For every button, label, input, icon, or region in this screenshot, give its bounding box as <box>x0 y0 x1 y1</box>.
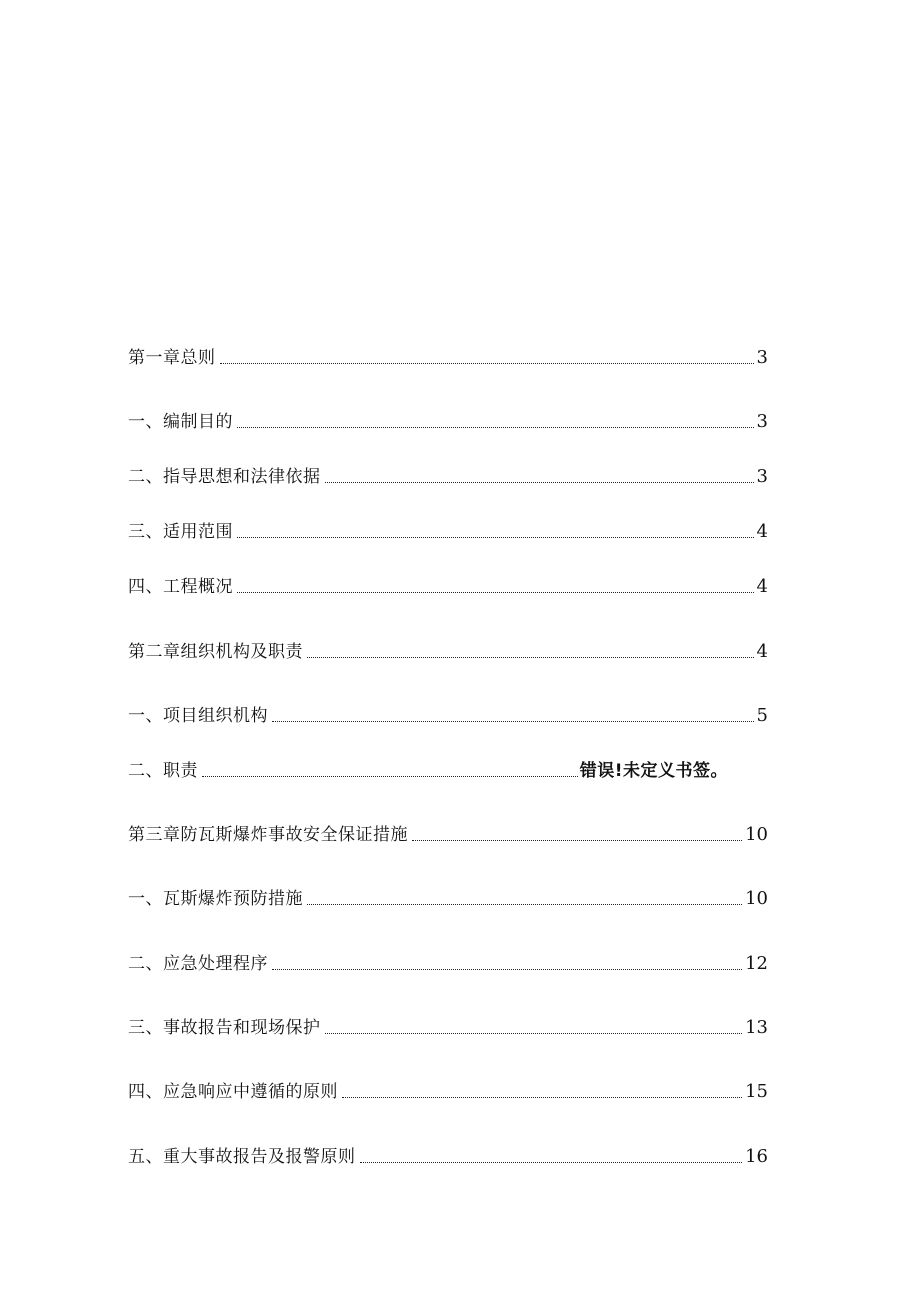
toc-entry-page: 16 <box>745 1146 768 1167</box>
toc-entry-page: 4 <box>756 521 768 542</box>
toc-entry-chapter-2[interactable] <box>128 636 768 664</box>
toc-bookmark-error: 错误!未定义书签。 <box>579 761 728 781</box>
toc-entry-title: 三、适用范围 <box>128 522 233 542</box>
toc-entry-page: 4 <box>756 576 768 597</box>
toc-entry-emergency-procedure[interactable] <box>128 948 768 976</box>
toc-leader-dots <box>307 903 742 905</box>
toc-entry-scope[interactable] <box>128 516 768 544</box>
toc-entry-page: 5 <box>756 705 768 726</box>
toc-leader-dots <box>237 426 754 428</box>
toc-leader-dots <box>237 591 754 593</box>
toc-entry-title: 二、指导思想和法律依据 <box>128 467 321 487</box>
toc-entry-chapter-3[interactable] <box>128 819 768 847</box>
toc-entry-page: 10 <box>745 888 768 909</box>
toc-entry-title: 四、应急响应中遵循的原则 <box>128 1082 338 1102</box>
toc-entry-major-accident-report[interactable] <box>128 1141 768 1169</box>
toc-entry-title: 第二章组织机构及职责 <box>128 642 303 662</box>
toc-entry-page: 12 <box>745 953 768 974</box>
toc-entry-page: 4 <box>756 641 768 662</box>
toc-leader-dots <box>272 968 742 970</box>
toc-leader-dots <box>220 362 754 364</box>
toc-leader-dots <box>272 720 754 722</box>
toc-entry-title: 一、编制目的 <box>128 412 233 432</box>
toc-entry-guiding-basis[interactable] <box>128 461 768 489</box>
toc-entry-title: 四、工程概况 <box>128 577 233 597</box>
toc-leader-dots <box>237 536 754 538</box>
toc-leader-dots <box>202 775 578 777</box>
toc-entry-title: 二、应急处理程序 <box>128 954 268 974</box>
toc-entry-purpose[interactable] <box>128 406 768 434</box>
toc-entry-page: 3 <box>756 466 768 487</box>
toc-entry-page: 15 <box>745 1081 768 1102</box>
toc-entry-overview[interactable] <box>128 571 768 599</box>
toc-entry-title: 二、职责 <box>128 761 198 781</box>
toc-leader-dots <box>360 1161 743 1163</box>
toc-leader-dots <box>342 1096 742 1098</box>
toc-entry-title: 一、瓦斯爆炸预防措施 <box>128 889 303 909</box>
toc-leader-dots <box>325 1032 743 1034</box>
toc-entry-title: 第一章总则 <box>128 348 216 368</box>
toc-entry-page: 10 <box>745 824 768 845</box>
toc-entry-title: 第三章防瓦斯爆炸事故安全保证措施 <box>128 825 408 845</box>
toc-entry-organization[interactable] <box>128 700 768 728</box>
toc-entry-page: 3 <box>756 347 768 368</box>
toc-entry-accident-report[interactable] <box>128 1012 768 1040</box>
toc-entry-title: 一、项目组织机构 <box>128 706 268 726</box>
toc-entry-page: 3 <box>756 411 768 432</box>
toc-entry-page: 13 <box>745 1017 768 1038</box>
toc-leader-dots <box>325 481 754 483</box>
toc-entry-title: 三、事故报告和现场保护 <box>128 1018 321 1038</box>
toc-entry-title: 五、重大事故报告及报警原则 <box>128 1147 356 1167</box>
toc-entry-chapter-1[interactable] <box>128 342 768 370</box>
toc-entry-response-principles[interactable] <box>128 1076 768 1104</box>
toc-leader-dots <box>307 656 754 658</box>
toc-entry-gas-prevention[interactable] <box>128 883 768 911</box>
table-of-contents <box>128 0 768 1301</box>
toc-leader-dots <box>412 839 742 841</box>
toc-entry-duties[interactable] <box>128 755 768 783</box>
